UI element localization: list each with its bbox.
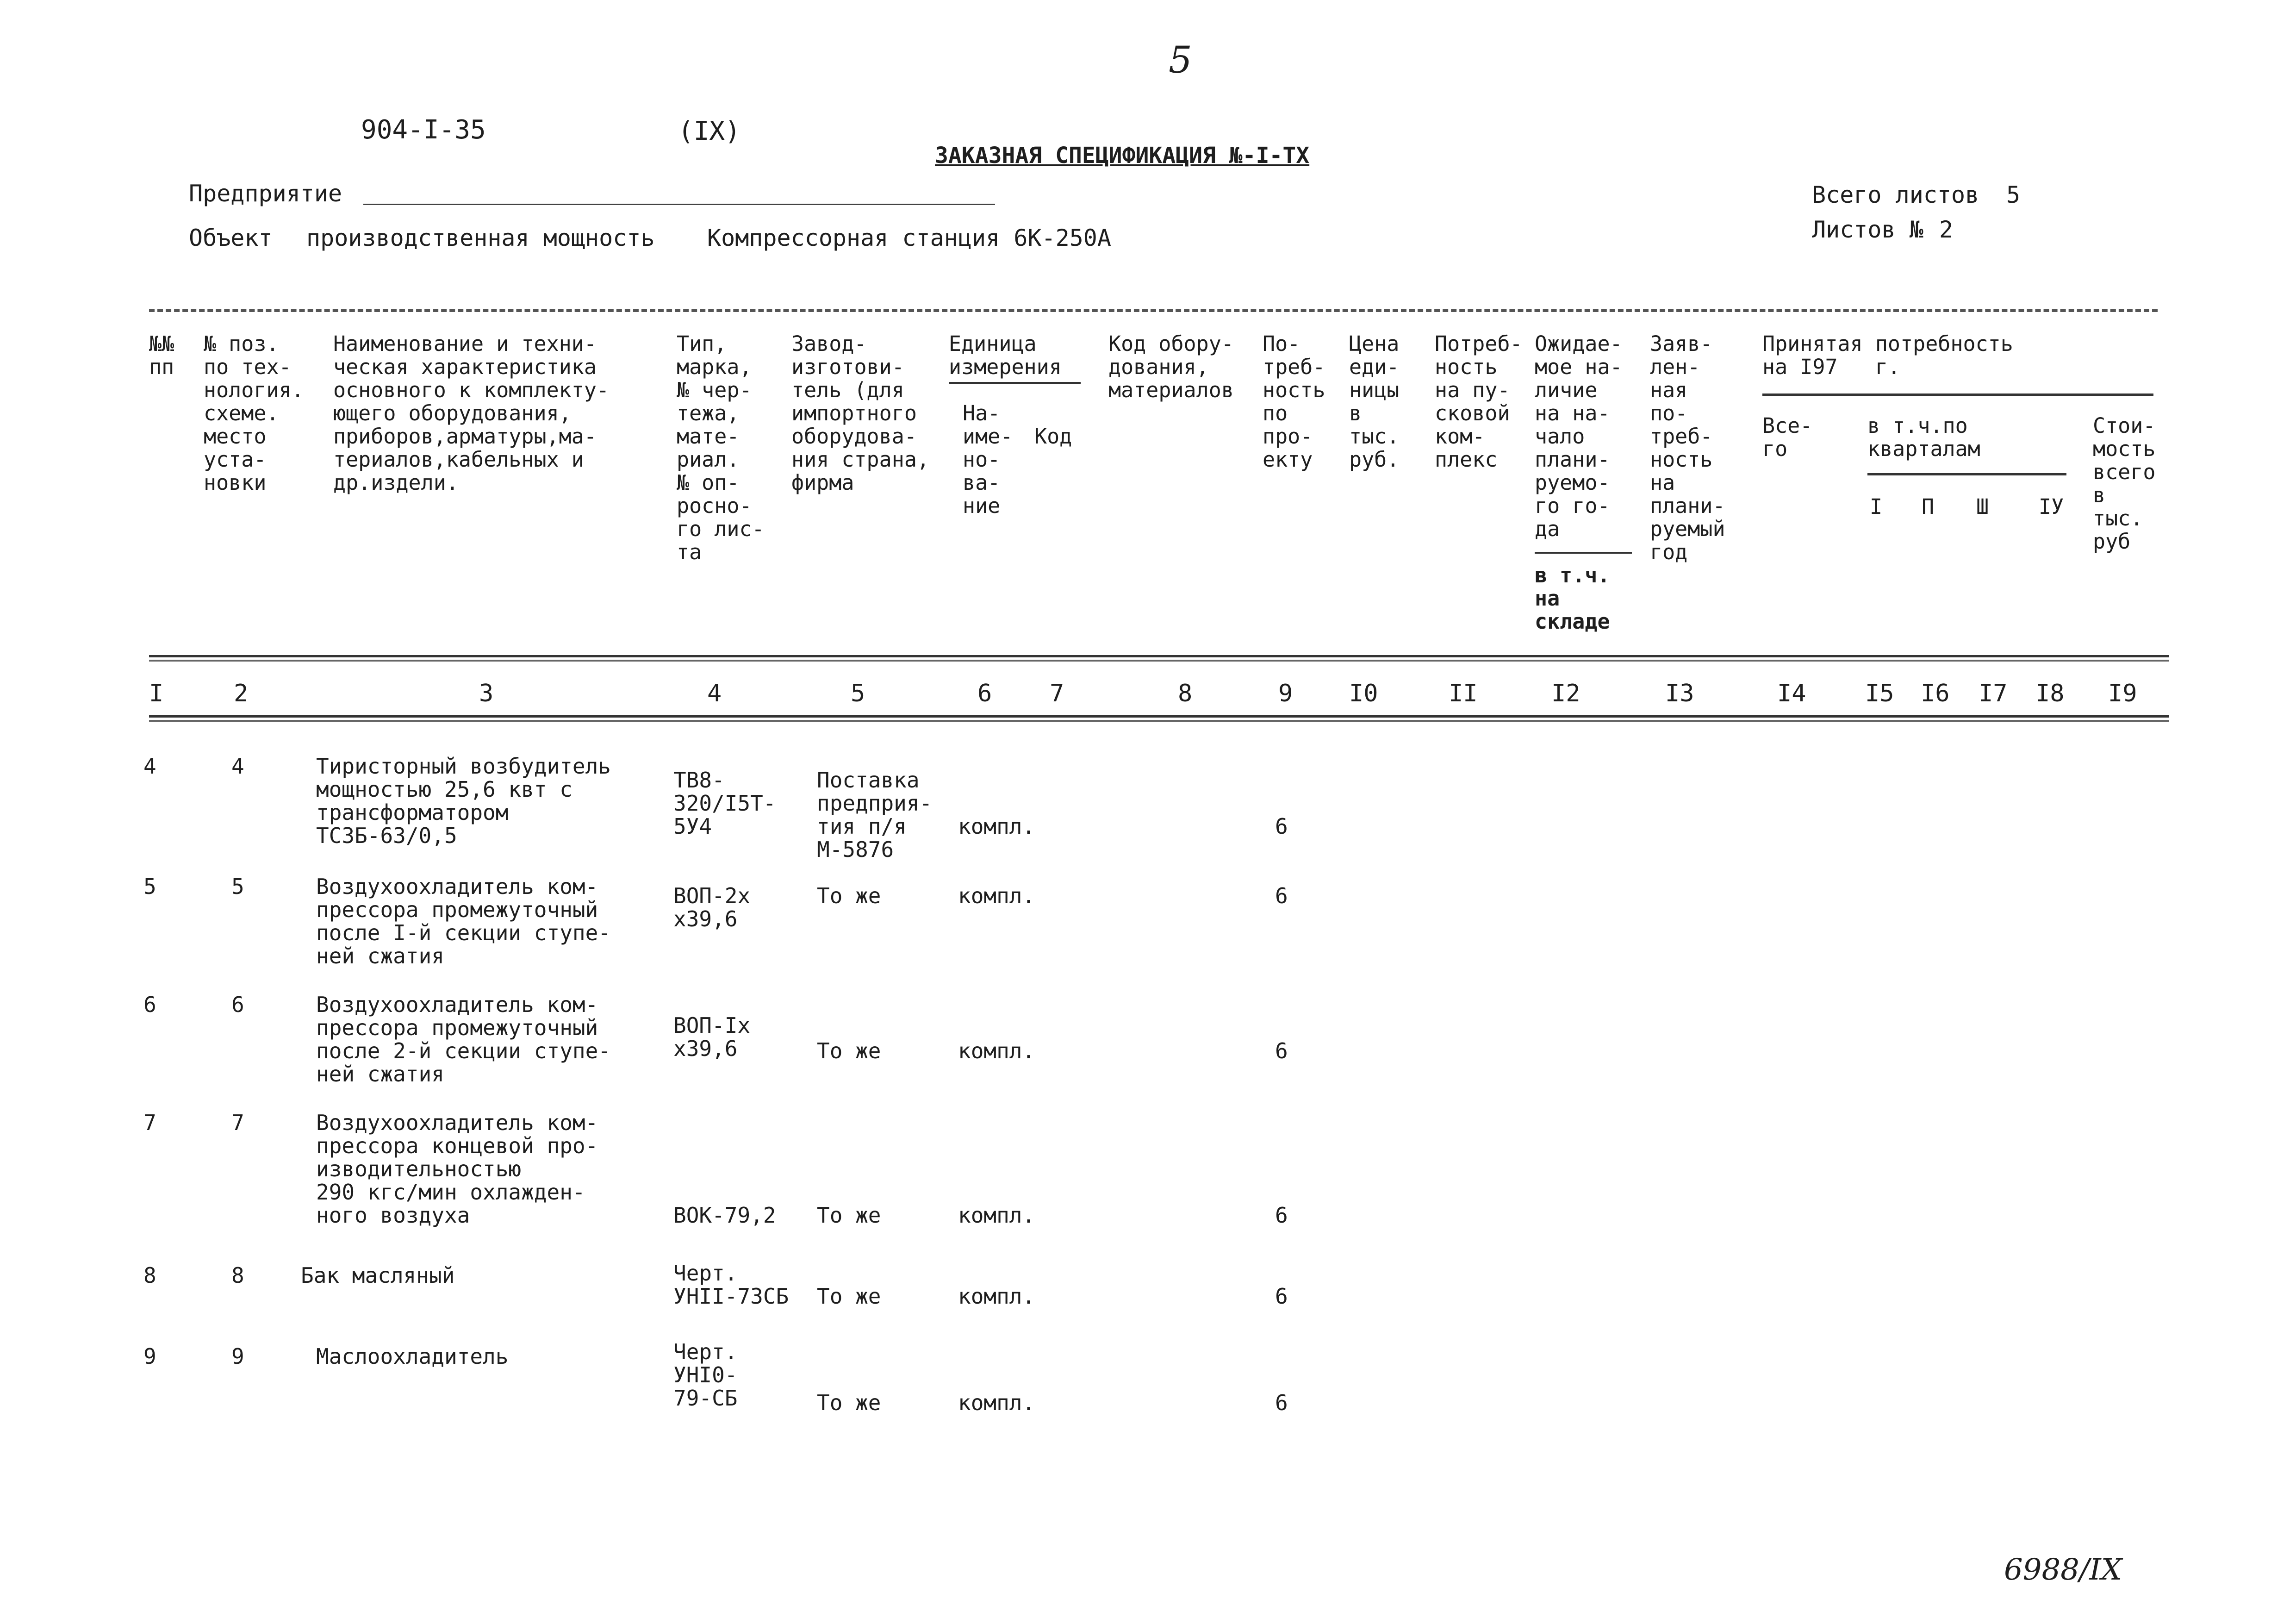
document-section: (IX): [678, 116, 740, 146]
header-type: Тип, марка, № чер- тежа, мате- риал. № оп- росно- го лис- та: [677, 331, 765, 564]
header-quarters-underline: [1867, 473, 2066, 475]
row-type: ТВ8- 320/I5Т- 5У4: [673, 768, 776, 839]
row-quantity: 6: [1275, 1284, 1288, 1309]
enterprise-blank-line: [363, 204, 995, 205]
row-type: ВОК-79,2: [673, 1203, 776, 1228]
sheets-total-value: 5: [2006, 181, 2021, 208]
column-number: I2: [1551, 680, 1580, 707]
column-numbers-bottom-rule: [149, 715, 2169, 722]
column-number: 7: [1050, 680, 1064, 707]
sheet-number: 2: [1939, 216, 1954, 243]
column-number: 8: [1178, 680, 1193, 707]
header-name: Наименование и техни- ческая характеристика основного к комплекту- ющего оборудования, приборов,арматуры,ма- териалов,кабельных и др.издели.: [333, 331, 610, 495]
row-type: ВОП-2х х39,6: [673, 883, 751, 931]
document-code: 904-I-35: [361, 115, 486, 145]
row-number: 6: [143, 992, 156, 1017]
header-expected-stock: Ожидае- мое на- личие на на- чало плани- руемо- го го- да: [1535, 331, 1623, 541]
row-manufacturer: То же: [817, 1038, 881, 1063]
row-manufacturer: Поставка предприя- тия п/я М-5876: [817, 768, 933, 862]
row-position: 8: [231, 1263, 244, 1288]
header-accepted-underline: [1762, 394, 2153, 396]
row-unit: компл.: [958, 1284, 1035, 1309]
row-unit: компл.: [958, 1390, 1035, 1415]
column-number: I4: [1777, 680, 1806, 707]
row-quantity: 6: [1275, 1390, 1288, 1415]
row-name: Воздухоохладитель ком- прессора промежуточный после I-й секции ступе- ней сжатия: [316, 874, 611, 968]
page-title: ЗАКАЗНАЯ СПЕЦИФИКАЦИЯ №-I-TX: [935, 143, 1310, 169]
column-number: I8: [2035, 680, 2065, 707]
row-type: ВОП-Iх х39,6: [673, 1013, 751, 1061]
row-position: 6: [231, 992, 244, 1017]
row-number: 7: [143, 1110, 156, 1135]
column-number: I9: [2108, 680, 2137, 707]
header-project-need: По- треб- ность по про- екту: [1263, 331, 1325, 472]
header-position: № поз. по тех- нология. схеме. место уста- новки: [204, 331, 304, 495]
row-unit: компл.: [958, 1203, 1035, 1228]
row-quantity: 6: [1275, 1038, 1288, 1063]
header-row-number: №№ пп: [149, 331, 174, 379]
footer-code: 6988/IX: [2004, 1553, 2122, 1587]
object-value: Компрессорная станция 6К-250А: [707, 225, 1111, 251]
header-quarter-2: П: [1922, 494, 1935, 519]
header-unit-name: На- име- но- ва- ние: [963, 401, 1013, 518]
column-number: I7: [1979, 680, 2008, 707]
enterprise-label: Предприятие: [189, 180, 342, 207]
header-quarter-1: I: [1870, 494, 1883, 519]
row-name: Маслоохладитель: [316, 1344, 509, 1369]
row-position: 5: [231, 874, 244, 899]
row-manufacturer: То же: [817, 1284, 881, 1309]
header-quarter-3: Ш: [1976, 494, 1989, 519]
row-unit: компл.: [958, 1038, 1035, 1063]
row-name: Бак масляный: [301, 1263, 455, 1288]
object-subtitle: производственная мощность: [306, 225, 655, 251]
object-label: Объект: [189, 225, 273, 251]
column-number: I6: [1921, 680, 1950, 707]
header-equipment-code: Код обору- дования, материалов: [1108, 331, 1234, 402]
header-total: Все- го: [1762, 413, 1813, 461]
row-quantity: 6: [1275, 814, 1288, 839]
column-number: I: [149, 680, 164, 707]
column-number: 9: [1278, 680, 1293, 707]
header-quarters-group: в т.ч.по кварталам: [1867, 413, 1980, 461]
row-number: 4: [143, 754, 156, 779]
row-position: 7: [231, 1110, 244, 1135]
row-name: Воздухоохладитель ком- прессора промежуточный после 2-й секции ступе- ней сжатия: [316, 992, 611, 1087]
header-manufacturer: Завод- изготови- тель (для импортного оборудова- ния страна, фирма: [791, 331, 930, 495]
header-unit-code: Код: [1034, 424, 1072, 449]
row-name: Тиристорный возбудитель мощностью 25,6 квт с трансформатором ТСЗБ-63/0,5: [316, 754, 611, 848]
row-manufacturer: То же: [817, 1390, 881, 1415]
header-declared-need: Заяв- лен- ная по- треб- ность на плани- руемый год: [1650, 331, 1725, 564]
row-name: Воздухоохладитель ком- прессора концевой про- изводительностью 290 кгс/мин охлажден- ного воздуха: [316, 1110, 598, 1228]
table-top-rule: [149, 309, 2158, 312]
column-number: I3: [1665, 680, 1694, 707]
row-manufacturer: То же: [817, 883, 881, 908]
header-bottom-rule: [149, 655, 2169, 662]
header-unit-underline: [949, 382, 1081, 384]
sheets-total-label: Всего листов: [1812, 181, 1979, 208]
row-unit: компл.: [958, 814, 1035, 839]
row-number: 8: [143, 1263, 156, 1288]
row-unit: компл.: [958, 883, 1035, 908]
row-number: 9: [143, 1344, 156, 1369]
row-quantity: 6: [1275, 883, 1288, 908]
header-unit-group: Единица измерения: [949, 331, 1062, 379]
header-accepted-need-group: Принятая потребность на I97 г.: [1762, 331, 2013, 379]
column-number: I0: [1349, 680, 1378, 707]
row-number: 5: [143, 874, 156, 899]
column-number: I5: [1865, 680, 1894, 707]
column-number: 4: [707, 680, 722, 707]
column-number: 3: [479, 680, 494, 707]
header-quarter-4: IУ: [2039, 494, 2064, 519]
column-number: II: [1449, 680, 1478, 707]
header-stock-underline: [1535, 552, 1632, 554]
row-type: Черт. УНII-73СБ: [673, 1261, 789, 1309]
column-number: 5: [851, 680, 865, 707]
row-quantity: 6: [1275, 1203, 1288, 1228]
header-in-warehouse: в т.ч. на складе: [1535, 563, 1610, 634]
row-position: 4: [231, 754, 244, 779]
header-launch-need: Потреб- ность на пу- сковой ком- плекс: [1435, 331, 1523, 472]
sheet-label: Листов №: [1812, 216, 1923, 243]
row-manufacturer: То же: [817, 1203, 881, 1228]
column-number: 2: [234, 680, 249, 707]
header-unit-price: Цена еди- ницы в тыс. руб.: [1349, 331, 1400, 472]
column-number: 6: [977, 680, 992, 707]
row-type: Черт. УНI0- 79-СБ: [673, 1339, 738, 1411]
page-number: 5: [1169, 38, 1192, 81]
row-position: 9: [231, 1344, 244, 1369]
header-cost-total: Стои- мость всего в тыс. руб: [2093, 413, 2156, 554]
